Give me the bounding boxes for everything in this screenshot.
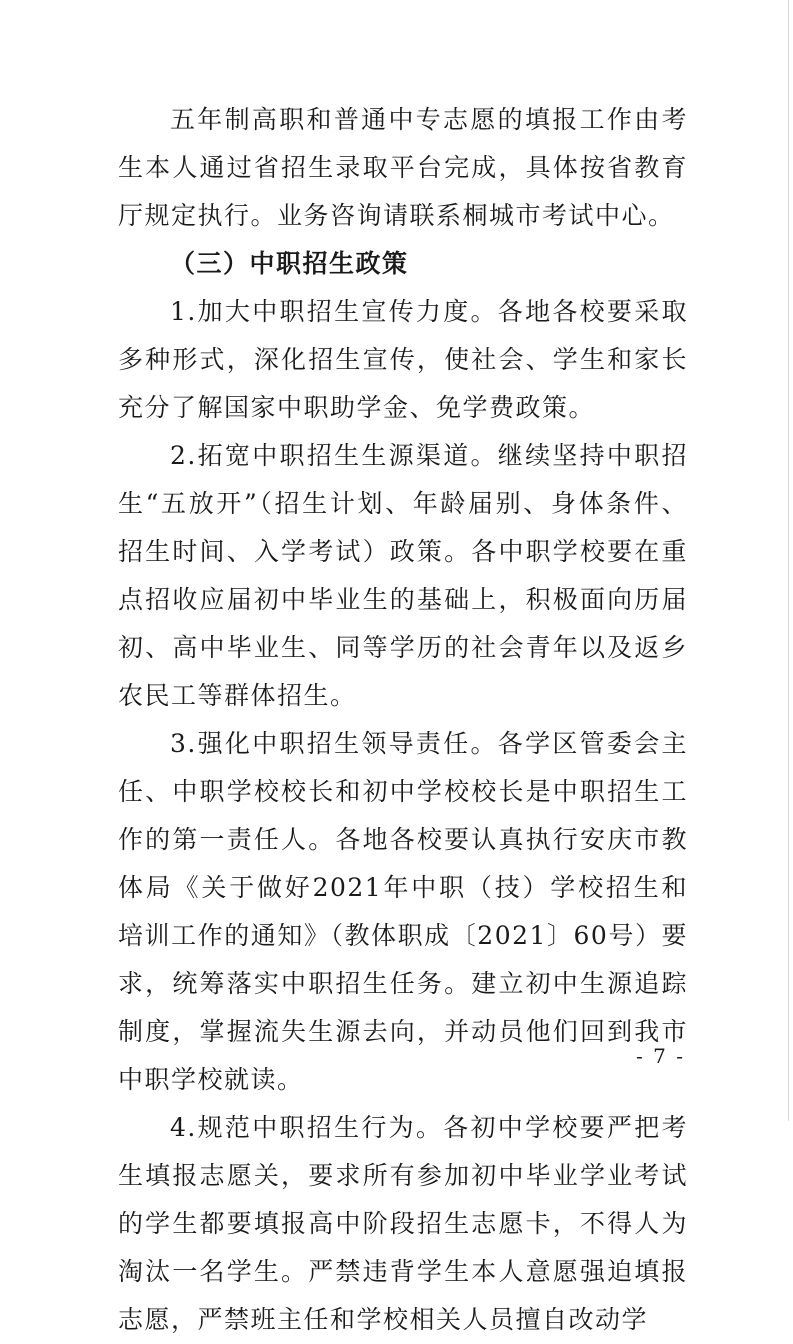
section-heading: （三）中职招生政策 <box>170 249 409 278</box>
document-body <box>118 96 688 1344</box>
paragraph-item-4: 4.规范中职招生行为。各初中学校要严把考生填报志愿关，要求所有参加初中毕业学业考试的学生都要填报高中阶段招生志愿卡，不得人为淘汰一名学生。严禁违背学生本人意愿强迫填报志愿，严禁班主任和学校相关人员擅自改动学 <box>118 1113 688 1334</box>
paragraph-item-1: 1.加大中职招生宣传力度。各地各校要采取多种形式，深化招生宣传，使社会、学生和家长充分了解国家中职助学金、免学费政策。 <box>118 297 688 422</box>
page-number: - 7 - <box>636 1044 685 1068</box>
paragraph-intro: 五年制高职和普通中专志愿的填报工作由考生本人通过省招生录取平台完成，具体按省教育厅规定执行。业务咨询请联系桐城市考试中心。 <box>118 105 688 230</box>
paragraph-item-3: 3.强化中职招生领导责任。各学区管委会主任、中职学校校长和初中学校校长是中职招生工作的第一责任人。各地各校要认真执行安庆市教体局《关于做好2021年中职（技）学校招生和培训工作的通知》（教体职成〔2021〕60号）要求，统筹落实中职招生任务。建立初中生源追踪制度，掌握流失生源去向，并动员他们回到我市中职学校就读。 <box>118 729 688 1094</box>
scan-edge-divider <box>788 0 789 1121</box>
paragraph-item-2: 2.拓宽中职招生生源渠道。继续坚持中职招生“五放开”（招生计划、年龄届别、身体条件、招生时间、入学考试）政策。各中职学校要在重点招收应届初中毕业生的基础上，积极面向历届初、高中毕业生、同等学历的社会青年以及返乡农民工等群体招生。 <box>118 441 688 710</box>
